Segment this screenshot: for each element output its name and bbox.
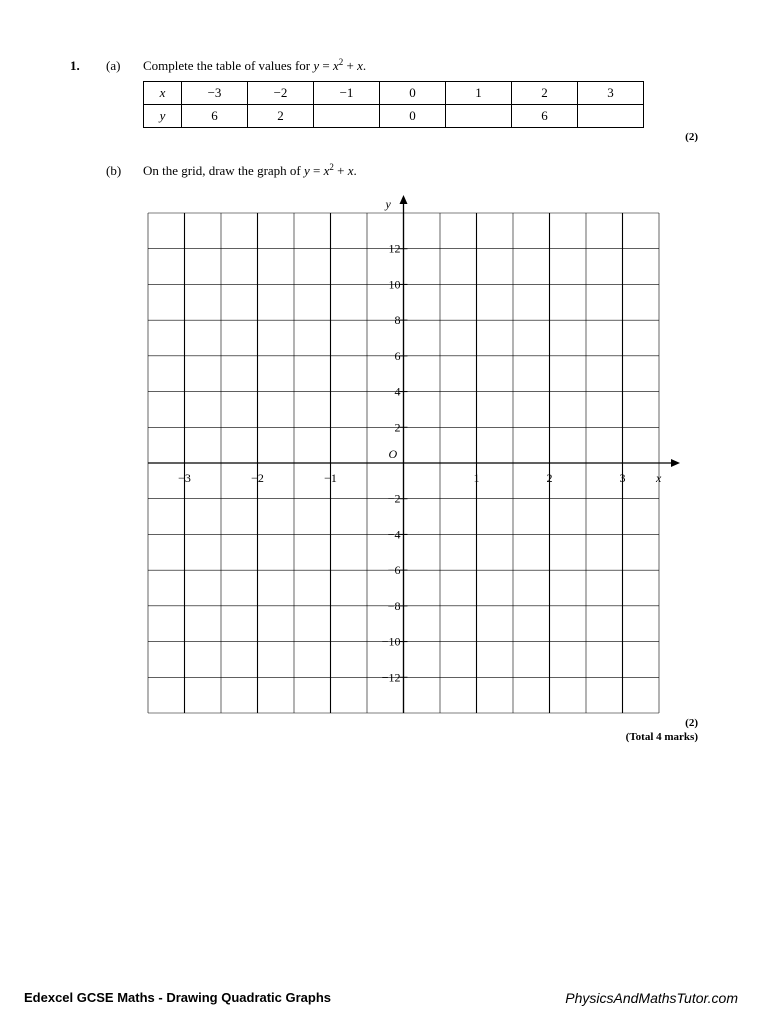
x-cell: 0 [380, 82, 446, 105]
y-cell[interactable]: 0 [380, 105, 446, 128]
y-tick-label: −4 [387, 527, 401, 542]
y-tick-label: 2 [394, 420, 401, 435]
x-tick-label: 2 [546, 471, 553, 485]
part-b-eq-sup: 2 [329, 162, 334, 172]
x-tick-label: −3 [178, 471, 191, 485]
y-tick-label: −10 [381, 634, 401, 649]
part-a-text: Complete the table of values for [143, 58, 314, 73]
x-axis-label: x [656, 471, 662, 485]
y-tick-label: −8 [387, 598, 401, 613]
y-tick-label: 12 [388, 241, 401, 256]
y-axis-arrow-icon [400, 195, 408, 204]
part-b-text: On the grid, draw the graph of [143, 163, 305, 178]
part-b-label: (b) [106, 163, 122, 178]
footer-site: PhysicsAndMathsTutor.com [565, 990, 738, 1006]
part-a-eq-y: y [313, 58, 320, 73]
y-tick-label: 8 [394, 313, 401, 328]
part-a-eq-x2: x [357, 58, 363, 73]
part-a-eq-eq: = [319, 58, 334, 73]
x-cell: −1 [314, 82, 380, 105]
x-tick-label: 3 [619, 471, 626, 485]
part-b-eq-plus: + [333, 163, 348, 178]
y-tick-label: −2 [387, 491, 401, 506]
y-tick-label: 10 [388, 277, 401, 292]
part-b-eq-x: x [323, 163, 330, 178]
part-b-eq-y: y [304, 163, 310, 178]
x-cell: 3 [578, 82, 644, 105]
part-b-eq-eq: = [309, 163, 324, 178]
x-cell: −3 [182, 82, 248, 105]
origin-label: O [388, 447, 398, 461]
part-a-eq-plus: + [343, 58, 358, 73]
y-header: y [144, 105, 182, 128]
part-b-marks: (2) [685, 717, 698, 729]
x-header: x [144, 82, 182, 105]
x-cell: 2 [512, 82, 578, 105]
x-cell: −2 [248, 82, 314, 105]
part-a-eq-sup: 2 [338, 57, 344, 67]
y-cell[interactable]: 6 [182, 105, 248, 128]
part-a-label: (a) [106, 58, 121, 73]
part-b-eq-x2: x [347, 163, 354, 178]
y-cell[interactable]: 2 [248, 105, 314, 128]
footer-title: Edexcel GCSE Maths - Drawing Quadratic Graphs [24, 990, 332, 1005]
y-tick-label: 6 [394, 348, 401, 363]
part-a-eq-x: x [333, 58, 339, 73]
x-tick-label: −2 [251, 471, 264, 485]
part-a-eq-end: . [362, 58, 367, 73]
y-tick-label: −6 [387, 563, 401, 578]
x-tick-label: −1 [324, 471, 337, 485]
total-marks: (Total 4 marks) [625, 731, 698, 743]
part-b-eq-end: . [353, 163, 357, 178]
part-a-marks: (2) [685, 131, 698, 143]
x-cell: 1 [446, 82, 512, 105]
y-tick-label: 4 [394, 384, 401, 399]
y-tick-label: −12 [381, 670, 401, 685]
x-tick-label: 1 [473, 471, 480, 485]
x-axis-arrow-icon [671, 459, 680, 467]
y-axis-label: y [385, 197, 391, 211]
question-number: 1. [70, 58, 80, 73]
y-cell[interactable]: 6 [512, 105, 578, 128]
